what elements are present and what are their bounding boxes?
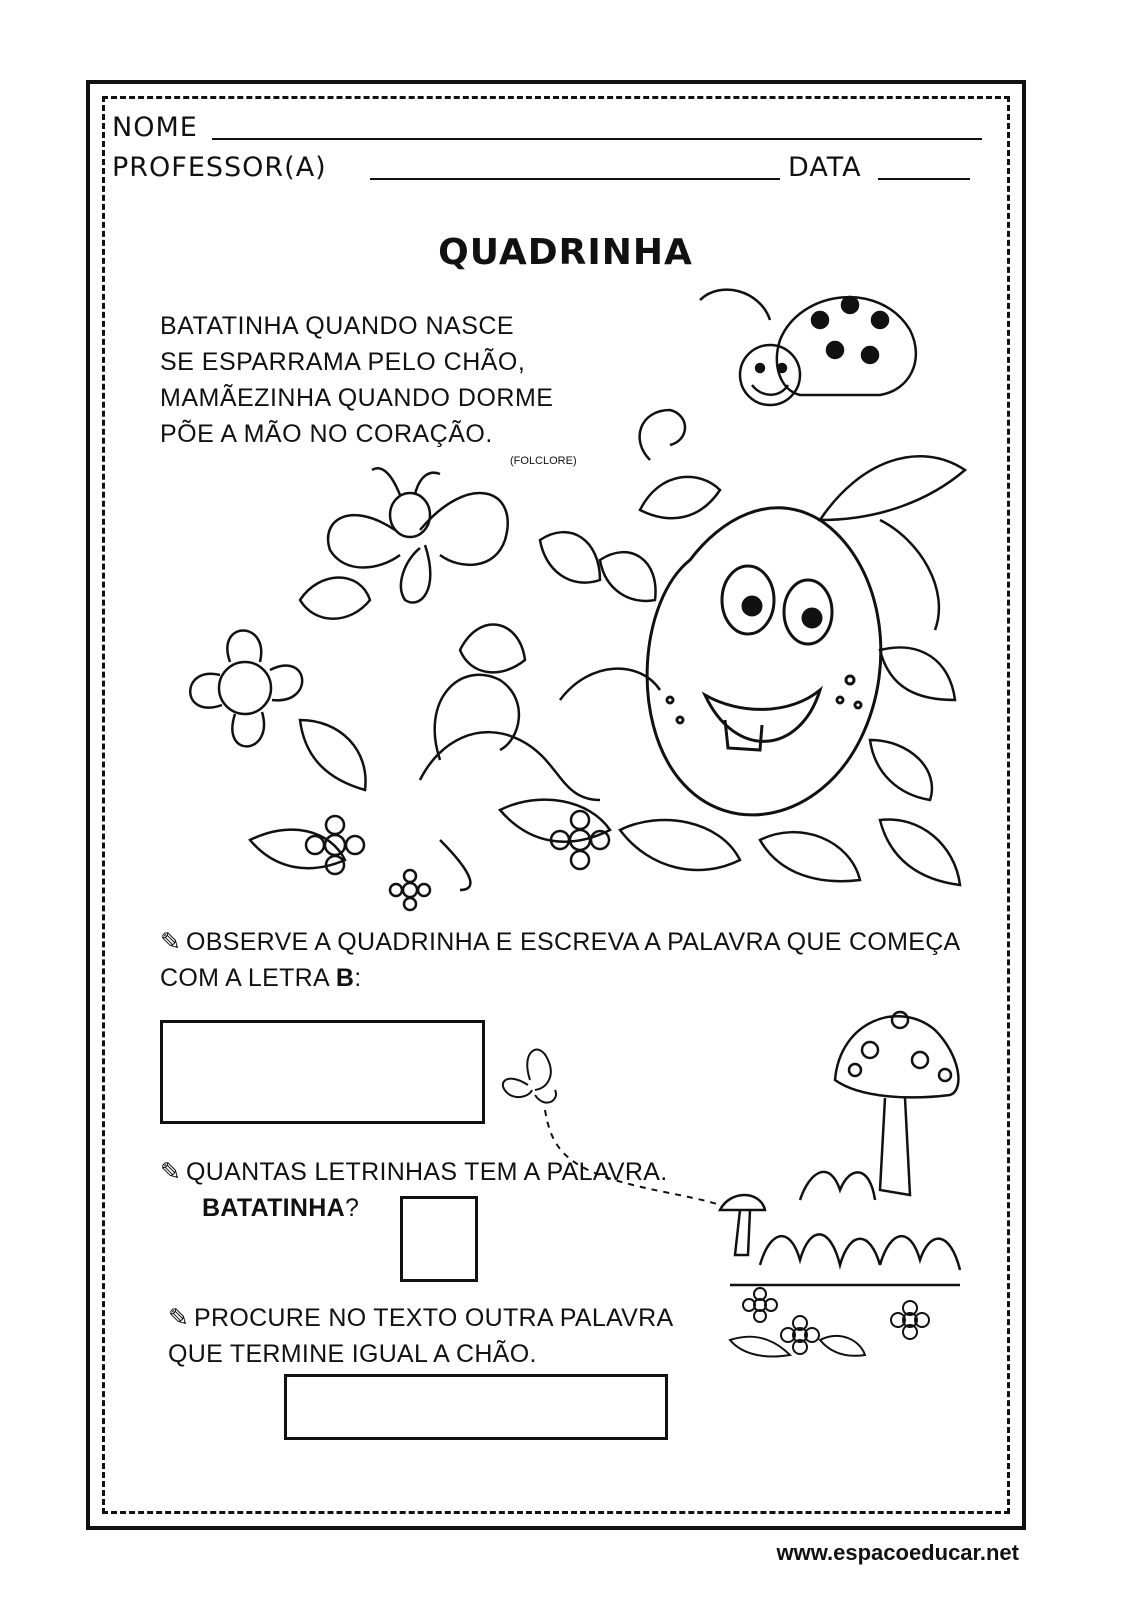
question-1-colon: : xyxy=(354,964,362,992)
mushroom-illustration xyxy=(720,1012,958,1255)
vine-illustration xyxy=(420,410,685,800)
answer-box-1[interactable] xyxy=(160,1020,485,1124)
name-label: NOME xyxy=(112,112,198,143)
ladybug-illustration xyxy=(700,290,916,405)
bottom-flowers-illustration xyxy=(730,1288,929,1357)
question-3-text: PROCURE NO TEXTO OUTRA PALAVRA xyxy=(194,1304,674,1332)
poem-line: SE ESPARRAMA PELO CHÃO, xyxy=(160,348,526,376)
poem-line: MAMÃEZINHA QUANDO DORME xyxy=(160,384,554,412)
poem-line: BATATINHA QUANDO NASCE xyxy=(160,312,515,340)
pencil-icon: ✎ xyxy=(168,1304,190,1332)
question-2-mark: ? xyxy=(344,1194,360,1222)
question-1 xyxy=(160,924,961,996)
question-1-letter: B xyxy=(335,964,355,992)
question-2-word: BATATINHA xyxy=(202,1194,345,1222)
flower-illustration xyxy=(190,631,302,747)
teacher-label: PROFESSOR(A) xyxy=(112,152,327,183)
page-title: QUADRINHA xyxy=(438,232,693,273)
potato-character-illustration xyxy=(647,508,881,815)
question-3 xyxy=(168,1300,673,1372)
date-label: DATA xyxy=(788,152,862,183)
pencil-icon: ✎ xyxy=(160,928,182,956)
question-1-text-2: COM A LETRA xyxy=(160,964,336,992)
question-2-text: QUANTAS LETRINHAS TEM A PALAVRA. xyxy=(186,1158,668,1186)
website-link[interactable]: www.espacoeducar.net xyxy=(776,1540,1019,1565)
answer-box-2[interactable] xyxy=(400,1196,478,1282)
pencil-icon: ✎ xyxy=(160,1158,182,1186)
question-1-text: OBSERVE A QUADRINHA E ESCREVA A PALAVRA QUE COMEÇA xyxy=(186,928,961,956)
question-3-text-2: QUE TERMINE IGUAL A CHÃO. xyxy=(168,1340,537,1368)
poem-credit: (FOLCLORE) xyxy=(510,455,577,467)
leaves-illustration xyxy=(250,456,965,890)
grass-illustration xyxy=(730,1172,960,1285)
answer-box-3[interactable] xyxy=(284,1374,668,1440)
poem-line: PÕE A MÃO NO CORAÇÃO. xyxy=(160,420,493,448)
